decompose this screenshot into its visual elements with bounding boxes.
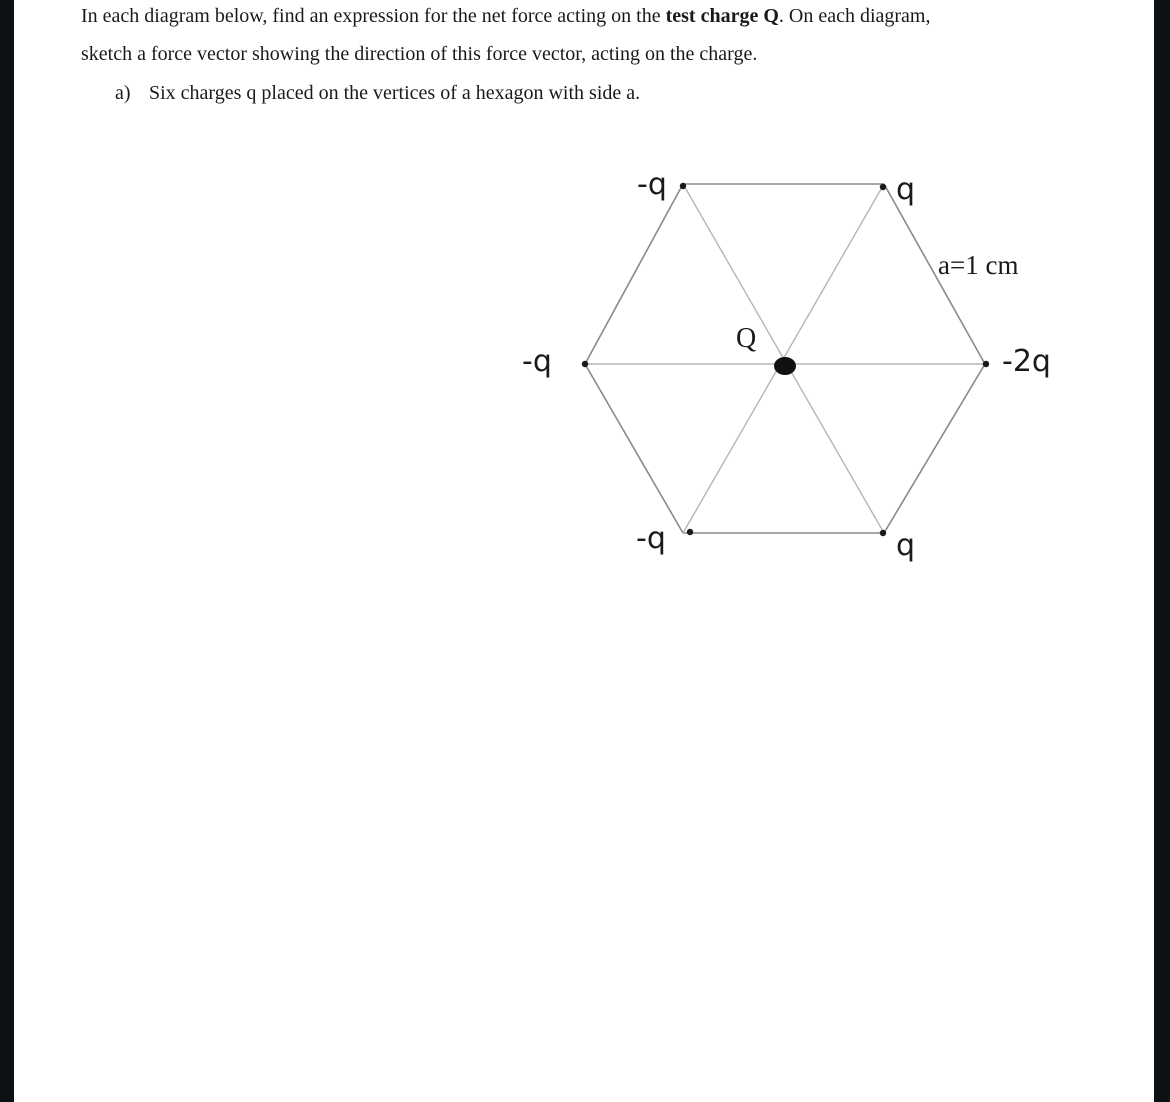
edge-bottom-right xyxy=(884,364,985,533)
test-charge-dot xyxy=(774,357,796,375)
hexagon-diagram xyxy=(14,0,1154,1102)
side-length-label: a=1 cm xyxy=(938,250,1019,280)
charge-right: -2q xyxy=(1002,344,1051,379)
vertex-dot-left xyxy=(582,361,588,367)
part-a-text: Six charges q placed on the vertices of a hexagon with side a. xyxy=(149,82,641,104)
test-charge-label: Q xyxy=(736,323,757,354)
edge-bottom-left xyxy=(585,364,683,533)
vertex-dot-bottom-right xyxy=(880,530,886,536)
charge-top-left: -q xyxy=(637,167,667,202)
vertex-dot-top-right xyxy=(880,184,886,190)
vertex-dot-right xyxy=(983,361,989,367)
vertex-dot-bottom-left xyxy=(687,529,693,535)
charge-top-right: q xyxy=(896,172,916,207)
charge-bottom-left: -q xyxy=(636,521,666,556)
Q-bold: Q xyxy=(763,5,779,27)
instructions-line-2: sketch a force vector showing the direction of this force vector, acting on the charge. xyxy=(81,43,758,65)
charge-left: -q xyxy=(522,344,552,379)
document-page xyxy=(14,0,1154,1102)
part-a-marker: a) xyxy=(115,82,131,104)
vertex-dot-top-left xyxy=(680,183,686,189)
instructions-text-a: In each diagram below, find an expression for the net force acting on the xyxy=(81,5,666,27)
charge-bottom-right: q xyxy=(896,528,916,563)
test-charge-bold: test charge xyxy=(665,5,759,27)
instructions-text-b: . On each diagram, xyxy=(778,5,931,27)
edge-top-left xyxy=(585,184,683,364)
